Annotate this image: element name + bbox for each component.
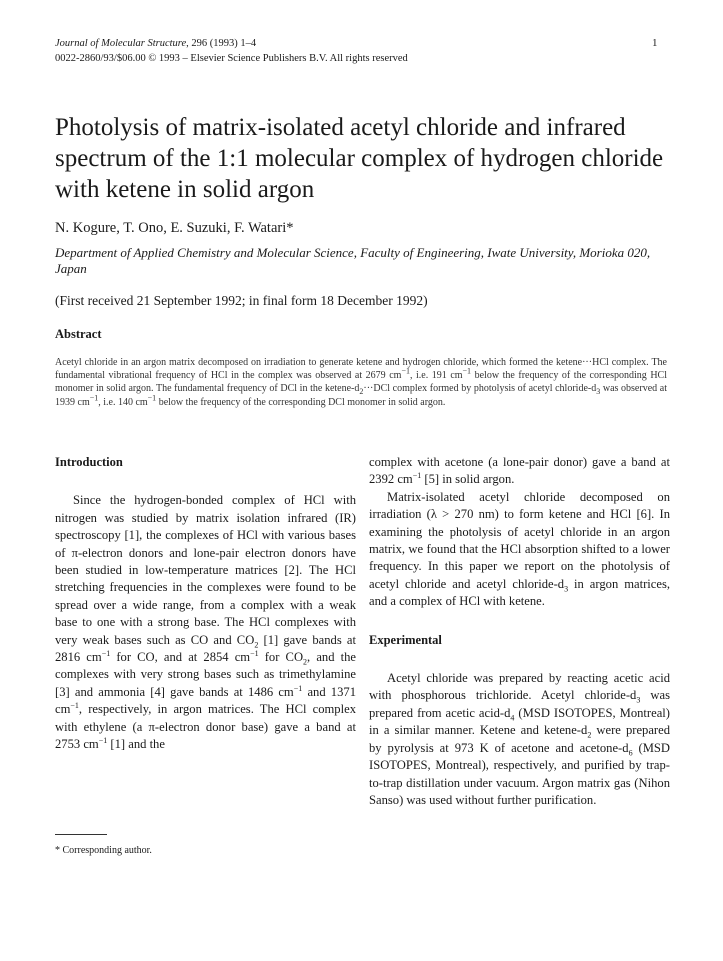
paper-title: Photolysis of matrix-isolated acetyl chloride and infrared spectrum of the 1:1 molecular complex of hydrogen chloride with ketene in solid argon [55,114,664,203]
journal-citation [55,37,256,51]
copyright-line: 0022-2860/93/$06.00 © 1993 – Elsevier Science Publishers B.V. All rights reserved [55,53,408,64]
introduction-paragraph: Since the hydrogen-bonded complex of HCl with nitrogen was studied by matrix isolation infrared (IR) spectroscopy [1], the complexes of HCl with various bases of π-electron donors and lone-pair electron donors have been studied in low-temperature matrices [2]. The HCl stretching frequencies in the complexes were found to be spread over a wide range, from a complex with a weak base to one with a strong base. The HCl complexes with very weak bases such as CO and $CO_2$ [1] gave bands at 2816 $cm^{-1}$ for CO, and at 2854 $cm^{-1}$ for $CO_2$, and the complexes with very strong bases such as trimethylamine [3] and ammonia [4] gave bands at 1486 $cm^{-1}$ and 1371 $cm^{-1}$, respectively, in argon matrices. The HCl complex with ethylene (a π-electron donor base) gave a band at 2753 $cm^{-1}$ [1] and the [55,493,356,752]
received-dates: (First received 21 September 1992; in final form 18 December 1992) [55,293,428,308]
page-number: 1 [652,37,658,49]
footnote-rule [55,834,107,835]
journal-name: Journal of Molecular Structure [55,38,187,49]
affiliation: Department of Applied Chemistry and Molecular Science, Faculty of Engineering, Iwate University, Morioka 020, Japan [55,245,651,276]
footnote: * Corresponding author. [55,845,152,856]
abstract-body: Acetyl chloride in an argon matrix decomposed on irradiation to generate ketene and hydrogen chloride, which formed the ketene···HCl complex. The fundamental vibrational frequency of HCl in the complex was observed at 2679 $cm^{-1}$, i.e. 191 $cm^{-1}$ below the frequency of the corresponding HCl monomer in solid argon. The fundamental frequency of DCl in the ketene-$d_2\cdot\cdot\cdot DCl$ complex formed by photolysis of acetyl chloride-$d_3$ was observed at 1939 $cm^{-1}$, i.e. 140 $cm^{-1}$ below the frequency of the corresponding DCl monomer in solid argon. [55,357,667,408]
volume-pages: , 296 (1993) 1–4 [186,38,257,49]
column-right [369,454,670,809]
introduction-paragraph-continued: complex with acetone (a lone-pair donor) gave a band at 2392 $cm^{-1}$ [5] in solid argon. [369,455,670,487]
introduction-heading: Introduction [55,455,123,469]
experimental-heading: Experimental [369,632,442,647]
column-left [55,454,356,754]
author-list: N. Kogure, T. Ono, E. Suzuki, F. Watari* [55,220,294,236]
introduction-paragraph-2: Matrix-isolated acetyl chloride decomposed on irradiation (λ > 270 nm) to form ketene and HCl [6]. In examining the photolysis of acetyl chloride in an argon matrix, we found that the HCl absorption shifted to a lower frequency. In this paper we report on the photolysis of acetyl chloride and acetyl chloride-$d_3$ in argon matrices, and a complex of HCl with ketene. [369,489,670,609]
experimental-paragraph: Acetyl chloride was prepared by reacting acetic acid with phosphorous trichloride. Acetyl chloride-$d_3$ was prepared from acetic acid-$d_4$ (MSD ISOTOPES, Montreal) in a similar manner. Ketene and ketene-$d_2$ were prepared by pyrolysis at 973 K of acetone and acetone-$d_6$ (MSD ISOTOPES, Montreal), respectively, and purified by trap-to-trap distillation under vacuum. Argon matrix gas (Nihon Sanso) was used without further purification. [369,671,671,807]
abstract-heading: Abstract [55,327,102,341]
